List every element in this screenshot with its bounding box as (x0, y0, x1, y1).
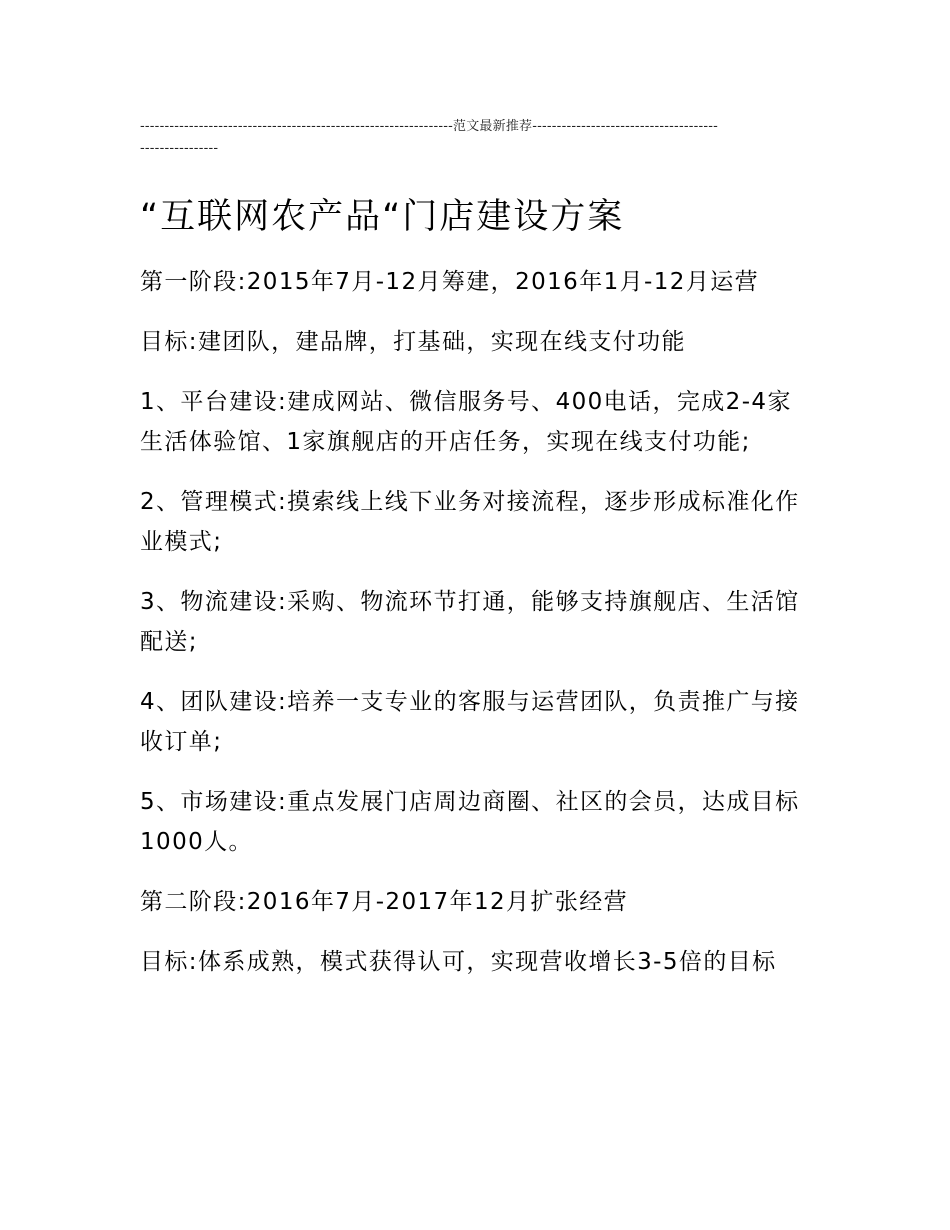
document-body (140, 262, 815, 1002)
paragraph-market-construction: 5、市场建设:重点发展门店周边商圈、社区的会员，达成目标1000人。 (140, 789, 800, 855)
paragraph-goal-one: 目标:建团队，建品牌，打基础，实现在线支付功能 (140, 329, 686, 355)
paragraph-phase-two: 第二阶段:2016年7月-2017年12月扩张经营 (140, 889, 629, 915)
paragraph-phase-one: 第一阶段:2015年7月-12月筹建，2016年1月-12月运营 (140, 269, 760, 295)
paragraph-team-construction: 4、团队建设:培养一支专业的客服与运营团队，负责推广与接收订单; (140, 689, 800, 755)
page-header: ----------------------------------------------------------------范文最新推荐------------------------------------------------------ (140, 119, 719, 156)
paragraph-goal-two: 目标:体系成熟，模式获得认可，实现营收增长3-5倍的目标 (140, 949, 777, 975)
paragraph-management-model: 2、管理模式:摸索线上线下业务对接流程，逐步形成标准化作业模式; (140, 489, 800, 555)
paragraph-platform-construction: 1、平台建设:建成网站、微信服务号、400电话，完成2-4家生活体验馆、1家旗舰店的开店任务，实现在线支付功能; (140, 389, 792, 455)
paragraph-logistics-construction: 3、物流建设:采购、物流环节打通，能够支持旗舰店、生活馆配送; (140, 589, 800, 655)
document-title: “互联网农产品“门店建设方案 (140, 197, 625, 237)
